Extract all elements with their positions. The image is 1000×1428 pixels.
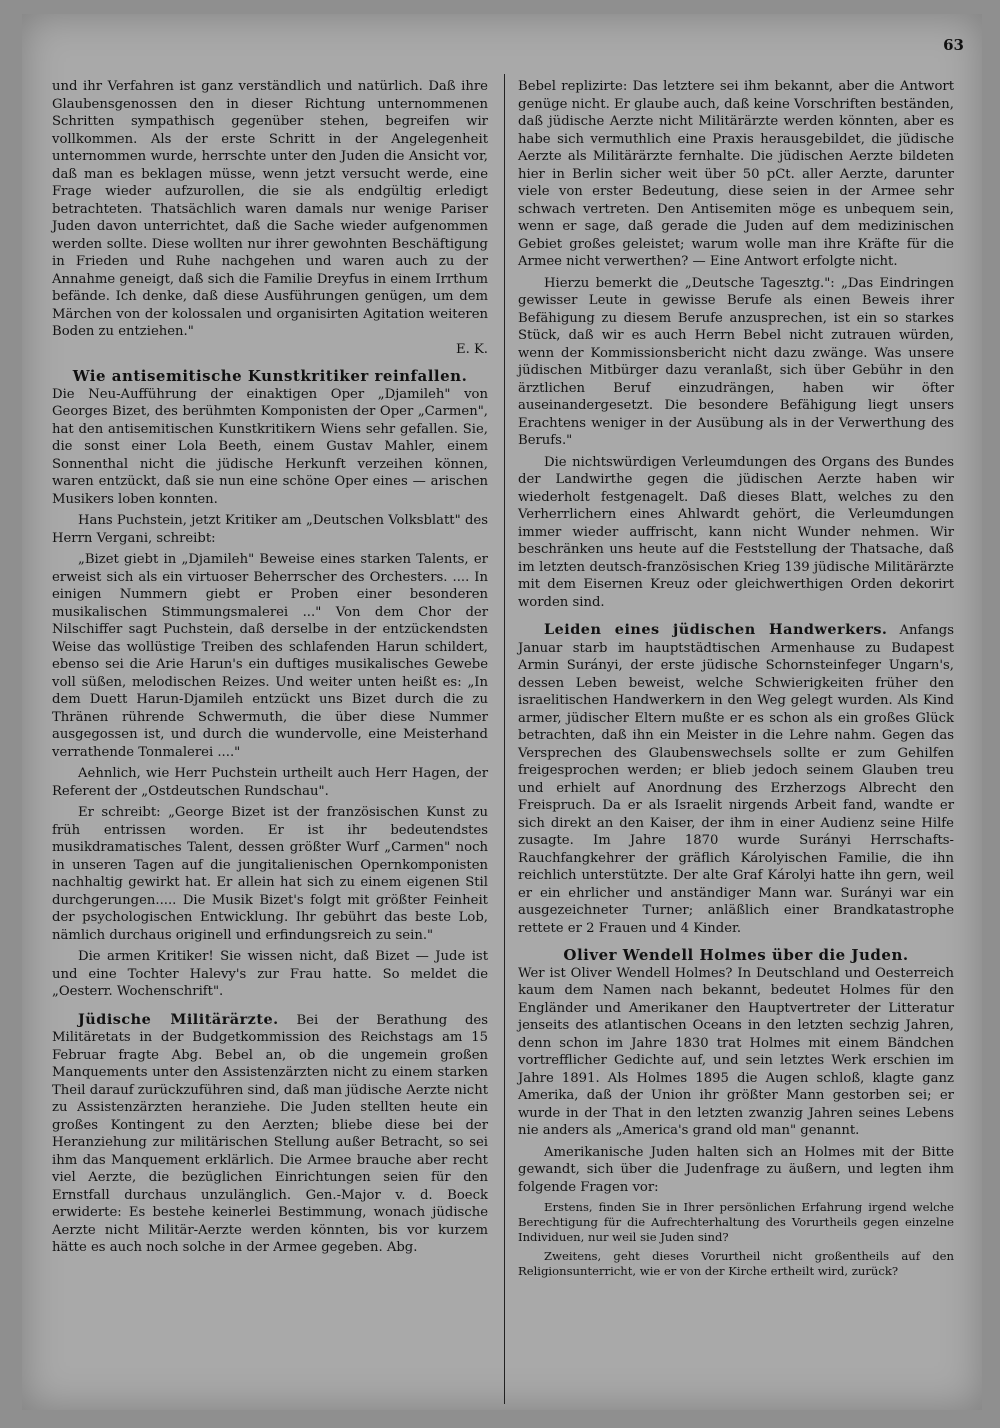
right-column bbox=[518, 78, 954, 1283]
article-heading: Oliver Wendell Holmes über die Juden. bbox=[563, 946, 909, 964]
column-divider bbox=[504, 74, 505, 1404]
article-heading: Wie antisemitische Kunstkritiker reinfallen. bbox=[72, 367, 468, 385]
article-signature bbox=[52, 341, 488, 359]
article-paragraph: Aehnlich, wie Herr Puchstein urtheilt auch Herr Hagen, der Referent der „Ostdeutschen Rundschau". bbox=[52, 766, 488, 799]
article-paragraph: Hierzu bemerkt die „Deutsche Tagesztg.": „Das Eindringen gewisser Leute in gewisse Berufe als einen Beweis ihrer Befähigung zu diesem Berufe anzusprechen, ist ein so starkes Stück, daß wir es auch Herrn Bebel nicht zutrauen würden, wenn der Kommissionsbericht nicht dazu zwänge. Was unsere jüdischen Mitbürger dazu veranlaßt, sich über Gebühr in den ärztlichen Beruf einzudrängen, haben wir öfter auseinandergesetzt. Die besondere Befähigung liegt unsers Erachtens weniger in der Ausübung als in der Verwerthung des Berufs." bbox=[518, 275, 954, 448]
left-column bbox=[52, 78, 488, 1261]
article-paragraph bbox=[518, 621, 954, 937]
article-paragraph: Hans Puchstein, jetzt Kritiker am „Deutschen Volksblatt" des Herrn Vergani, schreibt: bbox=[52, 513, 488, 546]
article-paragraph: Bebel replizirte: Das letztere sei ihm bekannt, aber die Antwort genüge nicht. Er glaube auch, daß keine Vorschriften beständen, daß jüdische Aerzte nicht Militärärzte werden könnten, aber es habe sich vermuthlich eine Praxis herausgebildet, die jüdische Aerzte als Militärärzte fernhalte. Die jüdischen Aerzte bildeten hier in Berlin sicher weit über 50 pCt. aller Aerzte, darunter viele von erster Bedeutung, diese seien in der Armee sehr schwach vertreten. Den Antisemiten möge es unbequem sein, wenn er sage, daß gerade die Juden auf dem medizinischen Gebiet großes geleistet; warum wolle man ihre Kräfte für die Armee nicht verwerthen? — Eine Antwort erfolgte nicht. bbox=[518, 79, 954, 269]
article-text: Bei der Berathung des Militäretats in der Budgetkommission des Reichstags am 15 Februar fragte Abg. Bebel an, ob die ungemein großen Manquements unter den Assistenzärzten nicht zu einem starken Theil darauf zurückzuführen sind, daß man jüdische Aerzte nicht zu Assistenzärzten heranziehe. Die Juden stellten heute ein großes Kontingent zu den Aerzten; bliebe diese bei der Heranziehung zur militärischen Stellung außer Betracht, so sei ihm das Manquement erklärlich. Die Armee brauche aber recht viel Aerzte, die bezüglichen Einrichtungen seien für den Ernstfall durchaus unzulänglich. Gen.-Major v. d. Boeck erwiderte: Es bestehe keinerlei Bestimmung, wonach jüdische Aerzte nicht Militär-Aerzte werden könnten, bis vor kurzem hätte es auch noch solche in der Armee gegeben. Abg. bbox=[52, 1012, 488, 1255]
article-paragraph: Er schreibt: „George Bizet ist der französischen Kunst zu früh entrissen worden. Er ist ihr bedeutendstes musikdramatisches Talent, dessen größter Wurf „Carmen" noch in unseren Tagen auf die jungitalienischen Opernkomponisten nachhaltig gewirkt hat. Er allein hat sich zu einem eigenen Stil durchgerungen..... Die Musik Bizet's folgt mit größter Feinheit der psychologischen Entwicklung. Ihr gebührt das beste Lob, nämlich durchaus originell und erfindungsreich zu sein." bbox=[52, 805, 488, 943]
article-paragraph: und ihr Verfahren ist ganz verständlich und natürlich. Daß ihre Glaubensgenossen den in dieser Richtung unternommenen Schritten sympathisch gegenüber stehen, begreifen wir vollkommen. Als der erste Schritt in der Angelegenheit unternommen wurde, herrschte unter den Juden die Ansicht vor, daß man es beklagen müsse, wenn jetzt versucht werde, eine Frage wieder aufzurollen, die sie als endgültig erledigt betrachteten. Thatsächlich waren damals nur wenige Pariser Juden davon unterrichtet, daß die Sache wieder aufgenommen werden sollte. Diese wollten nur ihrer gewohnten Beschäftigung in Frieden und Ruhe nachgehen und waren auch zu der Annahme geneigt, daß sich die Familie Dreyfus in einem Irrthum befände. Ich denke, daß diese Ausführungen genügen, um dem Märchen von der kolossalen und organisirten Agitation weiteren Boden zu entziehen." bbox=[52, 79, 488, 339]
page-number: 63 bbox=[943, 36, 964, 54]
article-paragraph: Wer ist Oliver Wendell Holmes? In Deutschland und Oesterreich kaum dem Namen nach bekannt, bedeutet Holmes für den Engländer und Amerikaner den Hauptvertreter der Litteratur jenseits des atlantischen Oceans in den letzten sechzig Jahren, denn schon im Jahre 1830 trat Holmes mit einem Bändchen vortrefflicher Gedichte auf, und sein letztes Werk erschien im Jahre 1891. Als Holmes 1895 die Augen schloß, klagte ganz Amerika, daß der Union ihr größter Mann gestorben sei; er wurde in der That in den letzten zwanzig Jahren seines Lebens nie anders als „America's grand old man" genannt. bbox=[518, 965, 954, 1138]
signature-text: E. K. bbox=[455, 341, 488, 357]
article-paragraph: Die armen Kritiker! Sie wissen nicht, daß Bizet — Jude ist und eine Tochter Halevy's zur Frau hatte. So meldet die „Oesterr. Wochenschrift". bbox=[52, 949, 488, 999]
article-paragraph: Erstens, finden Sie in Ihrer persönlichen Erfahrung irgend welche Berechtigung für die Aufrechterhaltung des Vorurtheils gegen einzelne Individuen, nur weil sie Juden sind? bbox=[518, 1200, 954, 1244]
article-paragraph: Die Neu-Aufführung der einaktigen Oper „Djamileh" von Georges Bizet, des berühmten Komponisten der Oper „Carmen", hat den antisemitischen Kunstkritikern Wiens sehr gefallen. Sie, die sonst einer Lola Beeth, einem Gustav Mahler, einem Sonnenthal nicht die jüdische Herkunft verzeihen können, waren entzückt, daß sie nun eine schöne Oper eines — arischen Musikers loben konnten. bbox=[52, 386, 488, 507]
article-paragraph: „Bizet giebt in „Djamileh" Beweise eines starken Talents, er erweist sich als ein virtuoser Beherrscher des Orchesters. .... In einigen Nummern giebt er Proben einer besonderen musikalischen Stimmungsmalerei ..." Von dem Chor der Nilschiffer sagt Puchstein, daß derselbe in der entzückendsten Weise das wollüstige Treiben des schlafenden Harun schildert, ebenso sei die Arie Harun's ein duftiges musikalisches Gewebe voll süßen, melodischen Reizes. Und weiter unten heißt es: „In dem Duett Harun-Djamileh entzückt uns Bizet durch die zu Thränen rührende Schwermuth, die über diese Nummer ausgegossen ist, und durch die wundervolle, eine Meisterhand verrathende Tonmalerei ...." bbox=[52, 552, 488, 760]
newspaper-page bbox=[22, 14, 982, 1410]
article-paragraph: Zweitens, geht dieses Vorurtheil nicht großentheils auf den Religionsunterricht, wie er von der Kirche ertheilt wird, zurück? bbox=[518, 1249, 954, 1278]
article-paragraph bbox=[52, 1011, 488, 1257]
article-paragraph: Die nichtswürdigen Verleumdungen des Organs des Bundes der Landwirthe gegen die jüdischen Aerzte haben wir wiederholt festgenagelt. Daß dieses Blatt, welches zu den Verherrlichern eines Ahlwardt gehört, die Verleumdungen immer wieder auffrischt, kann nicht Wunder nehmen. Wir beschränken uns heute auf die Feststellung der Thatsache, daß im letzten deutsch-französischen Krieg 139 jüdische Militärärzte mit dem Eisernen Kreuz oder gleichwerthigen Orden dekorirt worden sind. bbox=[518, 454, 954, 610]
article-text: Anfangs Januar starb im hauptstädtischen Armenhause zu Budapest Armin Surányi, der erste jüdische Schornsteinfeger Ungarn's, dessen Leben beweist, welche Schwierigkeiten früher den israelitischen Handwerkern in den Weg gelegt wurden. Als Kind armer, jüdischer Eltern mußte er es schon als ein großes Glück betrachten, daß ihn ein Meister in die Lehre nahm. Gegen das Versprechen des Glaubenswechsels sollte er zum Gehilfen freigesprochen werden; er blieb jedoch seinem Glauben treu und erhielt auf Anordnung des Erzherzogs Albrecht den Freispruch. Da er als Israelit nirgends Arbeit fand, wandte er sich direkt an den Kaiser, der ihm in einer Audienz seine Hilfe zusagte. Im Jahre 1870 wurde Surányi Herrschafts-Rauchfangkehrer der gräflich Károlyischen Familie, die ihn reichlich unterstützte. Der alte Graf Károlyi hatte ihn gern, weil er ein ehrlicher und anständiger Mann war. Surányi war ein ausgezeichneter Turner; anläßlich einer Brandkatastrophe rettete er 2 Frauen und 4 Kinder. bbox=[518, 623, 954, 936]
article-heading: Jüdische Militärärzte. bbox=[78, 1010, 279, 1028]
article-heading: Leiden eines jüdischen Handwerkers. bbox=[544, 621, 888, 638]
article-paragraph: Amerikanische Juden halten sich an Holmes mit der Bitte gewandt, sich über die Judenfrage zu äußern, und legten ihm folgende Fragen vor: bbox=[518, 1144, 954, 1195]
